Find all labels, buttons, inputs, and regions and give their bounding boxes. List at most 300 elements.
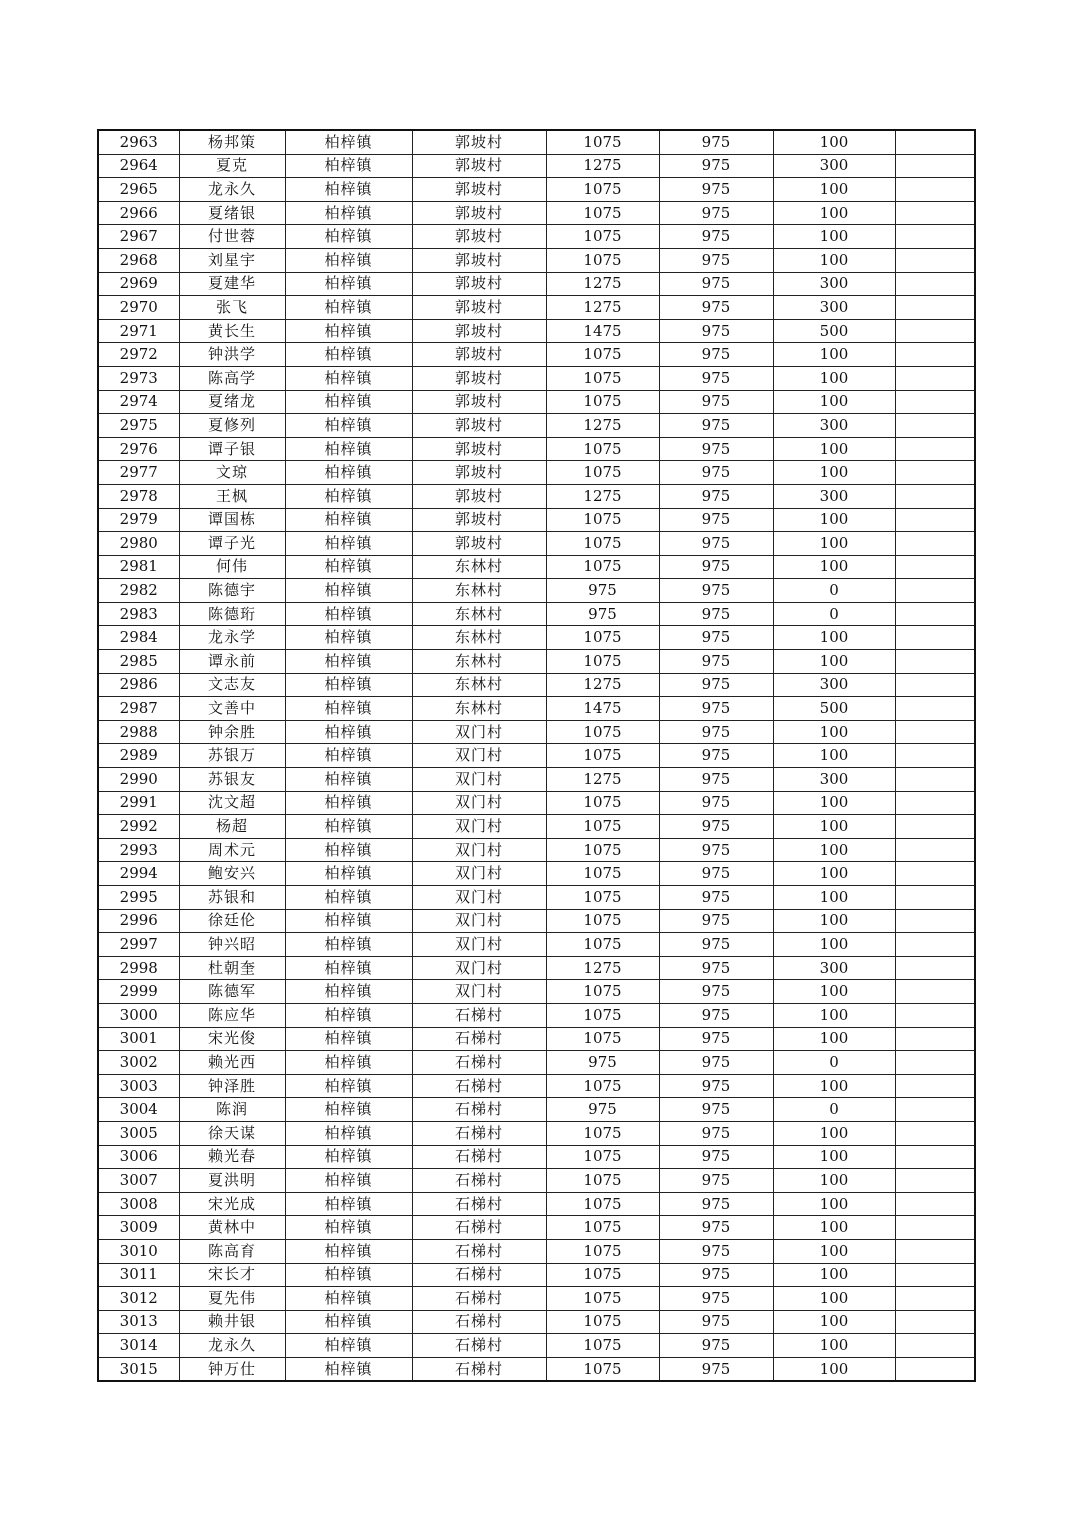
town-cell: 柏梓镇 [285,201,412,225]
village-cell: 石梯村 [412,1263,546,1287]
town-cell: 柏梓镇 [285,272,412,296]
amount-cell: 1275 [546,272,659,296]
note-cell [895,414,975,438]
note-cell [895,744,975,768]
name-cell: 张飞 [179,296,285,320]
amount-cell: 1475 [546,319,659,343]
village-cell: 双门村 [412,956,546,980]
base-cell: 975 [659,461,773,485]
name-cell: 谭子光 [179,532,285,556]
town-cell: 柏梓镇 [285,437,412,461]
table-row [98,1310,975,1334]
base-cell: 975 [659,697,773,721]
base-cell: 975 [659,768,773,792]
base-cell: 975 [659,886,773,910]
amount-cell: 1075 [546,791,659,815]
town-cell: 柏梓镇 [285,1357,412,1381]
difference-cell: 100 [773,886,895,910]
id-cell: 2989 [98,744,179,768]
note-cell [895,366,975,390]
name-cell: 文善中 [179,697,285,721]
base-cell: 975 [659,1027,773,1051]
village-cell: 郭坡村 [412,343,546,367]
town-cell: 柏梓镇 [285,862,412,886]
id-cell: 3006 [98,1145,179,1169]
amount-cell: 1075 [546,744,659,768]
table-row [98,1334,975,1358]
difference-cell: 100 [773,909,895,933]
table-row [98,1074,975,1098]
base-cell: 975 [659,532,773,556]
difference-cell: 100 [773,1192,895,1216]
table-row [98,1003,975,1027]
table-row [98,579,975,603]
village-cell: 东林村 [412,650,546,674]
amount-cell: 1075 [546,933,659,957]
id-cell: 2963 [98,130,179,154]
amount-cell: 1075 [546,201,659,225]
name-cell: 钟泽胜 [179,1074,285,1098]
town-cell: 柏梓镇 [285,1216,412,1240]
difference-cell: 300 [773,768,895,792]
id-cell: 2997 [98,933,179,957]
town-cell: 柏梓镇 [285,1239,412,1263]
note-cell [895,130,975,154]
difference-cell: 0 [773,602,895,626]
village-cell: 石梯村 [412,1003,546,1027]
village-cell: 石梯村 [412,1074,546,1098]
town-cell: 柏梓镇 [285,366,412,390]
difference-cell: 100 [773,343,895,367]
note-cell [895,1145,975,1169]
town-cell: 柏梓镇 [285,579,412,603]
base-cell: 975 [659,248,773,272]
id-cell: 3005 [98,1121,179,1145]
town-cell: 柏梓镇 [285,626,412,650]
table-row [98,602,975,626]
name-cell: 赖光西 [179,1051,285,1075]
town-cell: 柏梓镇 [285,154,412,178]
data-table [97,129,976,1382]
amount-cell: 1075 [546,720,659,744]
note-cell [895,1121,975,1145]
note-cell [895,791,975,815]
id-cell: 2996 [98,909,179,933]
village-cell: 郭坡村 [412,178,546,202]
difference-cell: 100 [773,1074,895,1098]
amount-cell: 975 [546,1098,659,1122]
village-cell: 石梯村 [412,1239,546,1263]
table-row [98,248,975,272]
note-cell [895,1216,975,1240]
amount-cell: 1075 [546,626,659,650]
town-cell: 柏梓镇 [285,650,412,674]
amount-cell: 1475 [546,697,659,721]
base-cell: 975 [659,484,773,508]
town-cell: 柏梓镇 [285,1003,412,1027]
town-cell: 柏梓镇 [285,720,412,744]
note-cell [895,1074,975,1098]
amount-cell: 1075 [546,178,659,202]
difference-cell: 100 [773,532,895,556]
village-cell: 双门村 [412,933,546,957]
village-cell: 东林村 [412,579,546,603]
table-row [98,532,975,556]
table-row [98,296,975,320]
name-cell: 苏银万 [179,744,285,768]
table-row [98,555,975,579]
base-cell: 975 [659,225,773,249]
difference-cell: 100 [773,1216,895,1240]
difference-cell: 100 [773,1145,895,1169]
amount-cell: 1075 [546,1334,659,1358]
id-cell: 2979 [98,508,179,532]
difference-cell: 500 [773,319,895,343]
village-cell: 双门村 [412,768,546,792]
amount-cell: 1275 [546,673,659,697]
id-cell: 2966 [98,201,179,225]
name-cell: 夏先伟 [179,1287,285,1311]
amount-cell: 975 [546,602,659,626]
town-cell: 柏梓镇 [285,980,412,1004]
id-cell: 2975 [98,414,179,438]
village-cell: 石梯村 [412,1169,546,1193]
difference-cell: 100 [773,1239,895,1263]
table-row [98,650,975,674]
table-row [98,1121,975,1145]
note-cell [895,178,975,202]
note-cell [895,862,975,886]
base-cell: 975 [659,130,773,154]
amount-cell: 1075 [546,1357,659,1381]
difference-cell: 100 [773,791,895,815]
town-cell: 柏梓镇 [285,178,412,202]
id-cell: 3004 [98,1098,179,1122]
id-cell: 2985 [98,650,179,674]
base-cell: 975 [659,1003,773,1027]
table-row [98,461,975,485]
name-cell: 夏绪龙 [179,390,285,414]
note-cell [895,838,975,862]
table-row [98,178,975,202]
amount-cell: 1075 [546,461,659,485]
difference-cell: 0 [773,1051,895,1075]
amount-cell: 1075 [546,1192,659,1216]
id-cell: 2988 [98,720,179,744]
note-cell [895,296,975,320]
town-cell: 柏梓镇 [285,1334,412,1358]
village-cell: 双门村 [412,720,546,744]
difference-cell: 100 [773,1169,895,1193]
id-cell: 3002 [98,1051,179,1075]
note-cell [895,272,975,296]
note-cell [895,225,975,249]
town-cell: 柏梓镇 [285,1169,412,1193]
difference-cell: 100 [773,1027,895,1051]
id-cell: 2976 [98,437,179,461]
difference-cell: 500 [773,697,895,721]
table-row [98,130,975,154]
table-row [98,886,975,910]
table-row [98,366,975,390]
amount-cell: 1075 [546,1216,659,1240]
id-cell: 3001 [98,1027,179,1051]
table-row [98,791,975,815]
amount-cell: 1075 [546,1121,659,1145]
id-cell: 2982 [98,579,179,603]
note-cell [895,1357,975,1381]
base-cell: 975 [659,791,773,815]
village-cell: 郭坡村 [412,390,546,414]
note-cell [895,579,975,603]
name-cell: 钟洪学 [179,343,285,367]
base-cell: 975 [659,744,773,768]
name-cell: 陈德宇 [179,579,285,603]
note-cell [895,532,975,556]
town-cell: 柏梓镇 [285,508,412,532]
name-cell: 文志友 [179,673,285,697]
amount-cell: 1075 [546,886,659,910]
town-cell: 柏梓镇 [285,1098,412,1122]
name-cell: 鲍安兴 [179,862,285,886]
table-row [98,484,975,508]
table-row [98,225,975,249]
table-row [98,697,975,721]
amount-cell: 1075 [546,225,659,249]
note-cell [895,673,975,697]
village-cell: 石梯村 [412,1051,546,1075]
base-cell: 975 [659,343,773,367]
base-cell: 975 [659,178,773,202]
note-cell [895,1098,975,1122]
id-cell: 2986 [98,673,179,697]
village-cell: 双门村 [412,744,546,768]
table-row [98,414,975,438]
note-cell [895,1003,975,1027]
id-cell: 3014 [98,1334,179,1358]
table-row [98,390,975,414]
id-cell: 2964 [98,154,179,178]
difference-cell: 0 [773,1098,895,1122]
town-cell: 柏梓镇 [285,248,412,272]
name-cell: 钟兴昭 [179,933,285,957]
id-cell: 2994 [98,862,179,886]
difference-cell: 100 [773,130,895,154]
name-cell: 谭国栋 [179,508,285,532]
amount-cell: 1275 [546,414,659,438]
id-cell: 2990 [98,768,179,792]
difference-cell: 100 [773,1003,895,1027]
town-cell: 柏梓镇 [285,532,412,556]
difference-cell: 100 [773,1334,895,1358]
amount-cell: 1075 [546,555,659,579]
town-cell: 柏梓镇 [285,296,412,320]
note-cell [895,1287,975,1311]
table-row [98,673,975,697]
note-cell [895,461,975,485]
difference-cell: 300 [773,414,895,438]
name-cell: 宋光俊 [179,1027,285,1051]
table-row [98,1216,975,1240]
town-cell: 柏梓镇 [285,343,412,367]
name-cell: 黄长生 [179,319,285,343]
table-row [98,933,975,957]
village-cell: 郭坡村 [412,296,546,320]
base-cell: 975 [659,838,773,862]
village-cell: 郭坡村 [412,437,546,461]
town-cell: 柏梓镇 [285,1145,412,1169]
table-row [98,1239,975,1263]
note-cell [895,248,975,272]
note-cell [895,319,975,343]
table-row [98,1263,975,1287]
note-cell [895,815,975,839]
village-cell: 东林村 [412,626,546,650]
town-cell: 柏梓镇 [285,225,412,249]
town-cell: 柏梓镇 [285,1310,412,1334]
town-cell: 柏梓镇 [285,461,412,485]
id-cell: 2981 [98,555,179,579]
town-cell: 柏梓镇 [285,697,412,721]
base-cell: 975 [659,508,773,532]
village-cell: 双门村 [412,791,546,815]
id-cell: 2977 [98,461,179,485]
id-cell: 2969 [98,272,179,296]
table-row [98,1357,975,1381]
table-row [98,1287,975,1311]
note-cell [895,956,975,980]
difference-cell: 100 [773,1287,895,1311]
amount-cell: 1075 [546,862,659,886]
note-cell [895,1027,975,1051]
name-cell: 宋长才 [179,1263,285,1287]
village-cell: 双门村 [412,838,546,862]
note-cell [895,201,975,225]
note-cell [895,437,975,461]
town-cell: 柏梓镇 [285,130,412,154]
town-cell: 柏梓镇 [285,484,412,508]
id-cell: 3009 [98,1216,179,1240]
note-cell [895,555,975,579]
village-cell: 郭坡村 [412,484,546,508]
table-row [98,437,975,461]
base-cell: 975 [659,201,773,225]
town-cell: 柏梓镇 [285,1051,412,1075]
base-cell: 975 [659,296,773,320]
difference-cell: 100 [773,1263,895,1287]
town-cell: 柏梓镇 [285,1027,412,1051]
name-cell: 陈德军 [179,980,285,1004]
difference-cell: 100 [773,366,895,390]
id-cell: 2980 [98,532,179,556]
base-cell: 975 [659,366,773,390]
id-cell: 2999 [98,980,179,1004]
name-cell: 何伟 [179,555,285,579]
name-cell: 刘星宇 [179,248,285,272]
amount-cell: 1075 [546,390,659,414]
difference-cell: 100 [773,650,895,674]
note-cell [895,1334,975,1358]
village-cell: 郭坡村 [412,532,546,556]
table-row [98,980,975,1004]
village-cell: 郭坡村 [412,248,546,272]
base-cell: 975 [659,956,773,980]
village-cell: 双门村 [412,862,546,886]
name-cell: 杨超 [179,815,285,839]
town-cell: 柏梓镇 [285,319,412,343]
note-cell [895,768,975,792]
id-cell: 2973 [98,366,179,390]
village-cell: 郭坡村 [412,366,546,390]
village-cell: 双门村 [412,909,546,933]
table-row [98,744,975,768]
base-cell: 975 [659,980,773,1004]
town-cell: 柏梓镇 [285,1121,412,1145]
base-cell: 975 [659,319,773,343]
table-row [98,343,975,367]
note-cell [895,697,975,721]
village-cell: 东林村 [412,602,546,626]
note-cell [895,886,975,910]
table-row [98,862,975,886]
difference-cell: 100 [773,862,895,886]
name-cell: 龙永久 [179,1334,285,1358]
amount-cell: 1075 [546,650,659,674]
base-cell: 975 [659,815,773,839]
amount-cell: 1275 [546,768,659,792]
base-cell: 975 [659,1192,773,1216]
base-cell: 975 [659,862,773,886]
town-cell: 柏梓镇 [285,909,412,933]
village-cell: 双门村 [412,980,546,1004]
table-row [98,1169,975,1193]
difference-cell: 100 [773,815,895,839]
base-cell: 975 [659,1287,773,1311]
name-cell: 谭永前 [179,650,285,674]
difference-cell: 100 [773,1310,895,1334]
village-cell: 东林村 [412,673,546,697]
table-row [98,1192,975,1216]
name-cell: 陈润 [179,1098,285,1122]
town-cell: 柏梓镇 [285,744,412,768]
amount-cell: 975 [546,1051,659,1075]
town-cell: 柏梓镇 [285,673,412,697]
base-cell: 975 [659,650,773,674]
table-body [98,130,975,1381]
difference-cell: 300 [773,484,895,508]
id-cell: 3007 [98,1169,179,1193]
amount-cell: 1075 [546,1287,659,1311]
base-cell: 975 [659,272,773,296]
base-cell: 975 [659,1169,773,1193]
town-cell: 柏梓镇 [285,555,412,579]
village-cell: 郭坡村 [412,130,546,154]
table-row [98,201,975,225]
town-cell: 柏梓镇 [285,1074,412,1098]
id-cell: 3008 [98,1192,179,1216]
id-cell: 2998 [98,956,179,980]
base-cell: 975 [659,673,773,697]
note-cell [895,1169,975,1193]
difference-cell: 100 [773,390,895,414]
village-cell: 石梯村 [412,1192,546,1216]
village-cell: 石梯村 [412,1216,546,1240]
name-cell: 龙永久 [179,178,285,202]
table-row [98,1098,975,1122]
difference-cell: 100 [773,461,895,485]
name-cell: 周术元 [179,838,285,862]
difference-cell: 300 [773,154,895,178]
